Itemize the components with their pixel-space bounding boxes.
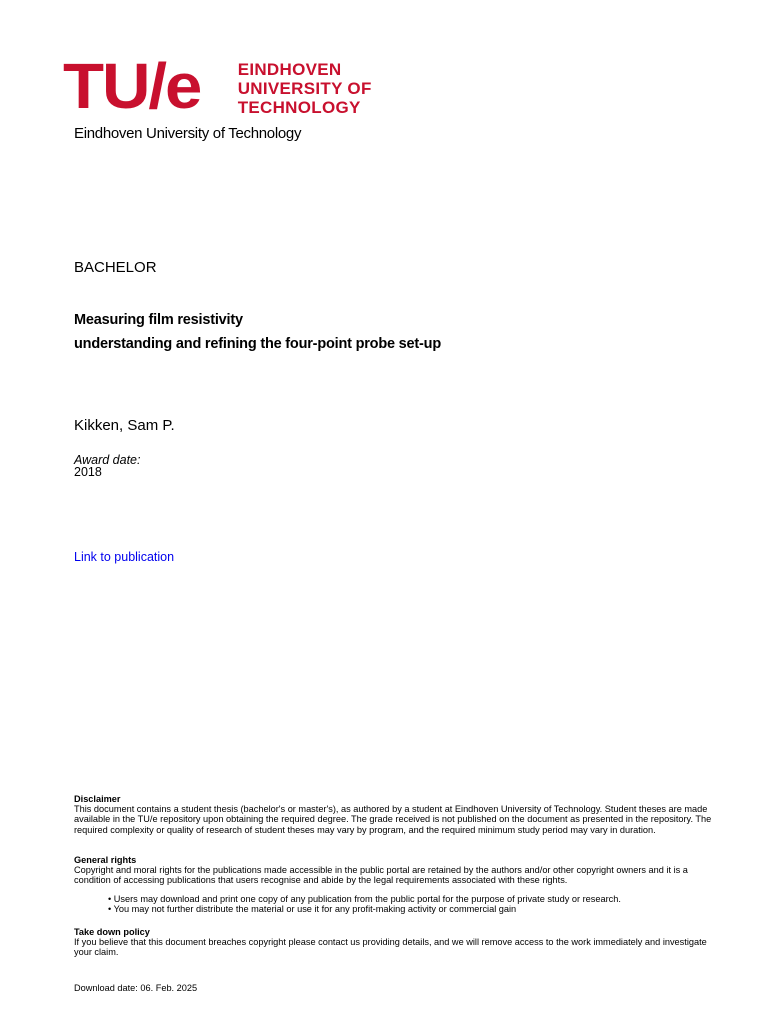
author-name: Kikken, Sam P.	[74, 417, 175, 434]
general-rights-section	[74, 855, 724, 886]
logo-line-2: UNIVERSITY OF	[237, 79, 372, 98]
title-line-2: understanding and refining the four-point probe set-up	[74, 336, 441, 352]
download-date: Download date: 06. Feb. 2025	[74, 983, 198, 993]
degree-type: BACHELOR	[74, 259, 157, 276]
disclaimer-heading: Disclaimer	[74, 794, 121, 804]
take-down-heading: Take down policy	[74, 927, 150, 937]
title-line-1: Measuring film resistivity	[74, 312, 243, 328]
award-date-value: 2018	[74, 465, 102, 479]
rights-bullet-list	[108, 894, 621, 914]
general-rights-heading: General rights	[74, 855, 137, 865]
publication-link[interactable]: Link to publication	[74, 550, 175, 564]
rights-bullet: • Users may download and print one copy of any publication from the public portal for the purpose of private study or research.	[108, 894, 621, 904]
rights-bullet: • You may not further distribute the material or use it for any profit-making activity or commercial gain	[108, 904, 517, 915]
logo-line-1: EINDHOVEN	[237, 60, 342, 79]
logo-line-3: TECHNOLOGY	[237, 98, 361, 117]
take-down-body: If you believe that this document breaches copyright please contact us providing details, and we will remove access to the work immediately and investigate your claim.	[74, 937, 707, 958]
general-rights-body: Copyright and moral rights for the publications made accessible in the public portal are retained by the authors and/or other copyright owners and it is a condition of accessing publications that users recognise and abide by the legal requirements associated with these rights.	[74, 865, 688, 886]
institution-name: Eindhoven University of Technology	[74, 125, 302, 142]
disclaimer-body: This document contains a student thesis (bachelor's or master's), as authored by a student at Eindhoven University of Technology. Student theses are made available in the TU/e repository upon obtaining the required degree. The grade received is not published on the document as presented in the repository. The required complexity or quality of research of student theses may vary by program, and the required minimum study period may vary in duration.	[74, 804, 712, 835]
logo-wordmark	[238, 60, 372, 117]
award-date-label: Award date:	[74, 453, 141, 467]
thesis-title	[74, 308, 441, 356]
tue-logo	[63, 50, 372, 122]
disclaimer-section	[74, 794, 724, 835]
logo-mark: TU/e	[63, 50, 201, 122]
take-down-section	[74, 927, 724, 958]
